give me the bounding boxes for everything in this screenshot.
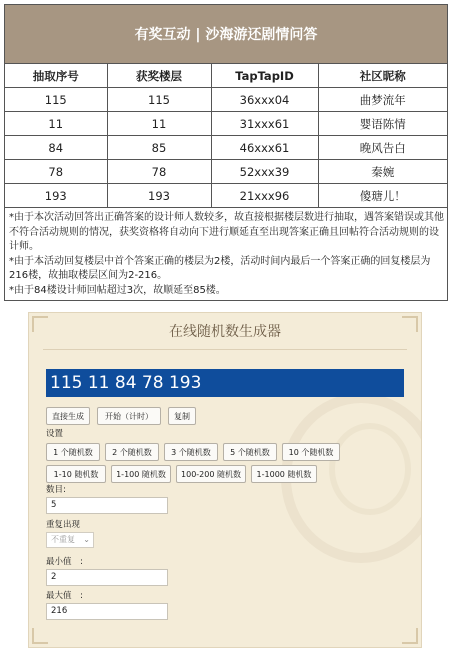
table-title-banner [5,5,447,64]
cell-nickname: 曲梦流年 [318,88,447,112]
note-postpone: *由于84楼设计师回帖超过3次，故顺延至85楼。 [9,284,226,296]
preset-3-numbers-button[interactable]: 3 个随机数 [164,443,218,461]
note-draw-rule: *由于本次活动回答出正确答案的设计师人数较多，故直接根据楼层数进行抽取，遇答案错误或其他不符合活动规则的情况，获奖资格将自动向下进行顺延直至出现答案正确且回帖符合活动规则的设计师。 [9,212,444,252]
min-value-input[interactable]: 2 [46,569,168,586]
random-number-generator-panel [28,312,422,648]
table-notes [5,207,447,300]
table-row [5,136,447,160]
header-nickname: 社区昵称 [318,64,447,88]
preset-1-number-button[interactable]: 1 个随机数 [46,443,100,461]
generator-title: 在线随机数生成器 [169,324,281,340]
range-1-1000-button[interactable]: 1-1000 随机数 [251,465,317,483]
copy-button[interactable]: 复制 [168,407,196,425]
table-title: 有奖互动 | 沙海游还剧情问答 [134,27,318,43]
range-1-10-button[interactable]: 1-10 随机数 [46,465,106,483]
cell-winning-floor: 193 [107,184,211,208]
repeat-select-value: 不重复 [51,535,75,544]
count-input[interactable]: 5 [46,497,168,514]
note-floor-range: *由于本活动回复楼层中首个答案正确的楼层为2楼，活动时间内最后一个答案正确的回复楼层为216楼，故抽取楼层区间为2-216。 [9,255,431,281]
table-row [5,112,447,136]
winners-table [5,64,447,207]
header-draw-number: 抽取序号 [5,64,107,88]
repeat-select[interactable] [46,532,94,548]
cell-draw-number: 193 [5,184,107,208]
header-winning-floor: 获奖楼层 [107,64,211,88]
cell-taptap-id: 52xxx39 [211,160,318,184]
table-row [5,88,447,112]
cell-nickname: 秦婉 [318,160,447,184]
generate-button[interactable]: 直接生成 [46,407,90,425]
cell-taptap-id: 21xxx96 [211,184,318,208]
cell-nickname: 婴语陈情 [318,112,447,136]
table-header-row [5,64,447,88]
table-row [5,184,447,208]
preset-5-numbers-button[interactable]: 5 个随机数 [223,443,277,461]
cell-draw-number: 84 [5,136,107,160]
min-label: 最小值 : [46,557,83,567]
max-label: 最大值 : [46,591,83,601]
cell-draw-number: 115 [5,88,107,112]
corner-ornament [402,628,418,644]
cell-nickname: 晚风告白 [318,136,447,160]
cell-winning-floor: 115 [107,88,211,112]
cell-taptap-id: 36xxx04 [211,88,318,112]
cell-draw-number: 78 [5,160,107,184]
header-taptap-id: TapTapID [211,64,318,88]
table-row [5,160,447,184]
cell-winning-floor: 78 [107,160,211,184]
prize-table-card [4,4,448,301]
cell-winning-floor: 85 [107,136,211,160]
result-display[interactable]: 115 11 84 78 193 [46,369,404,397]
background-ornament-inner [329,423,411,515]
title-divider [43,349,407,350]
range-1-100-button[interactable]: 1-100 随机数 [111,465,171,483]
preset-10-numbers-button[interactable]: 10 个随机数 [282,443,340,461]
cell-draw-number: 11 [5,112,107,136]
repeat-label: 重复出现 [46,520,81,530]
cell-taptap-id: 46xxx61 [211,136,318,160]
chevron-down-icon: ⌄ [83,535,90,544]
preset-2-numbers-button[interactable]: 2 个随机数 [105,443,159,461]
range-100-200-button[interactable]: 100-200 随机数 [176,465,246,483]
cell-nickname: 傻瑭儿！ [318,184,447,208]
settings-label: 设置 [46,429,64,439]
corner-ornament [32,628,48,644]
cell-taptap-id: 31xxx61 [211,112,318,136]
max-value-input[interactable]: 216 [46,603,168,620]
start-timer-button[interactable]: 开始（计时） [97,407,161,425]
count-label: 数目: [46,485,66,495]
cell-winning-floor: 11 [107,112,211,136]
